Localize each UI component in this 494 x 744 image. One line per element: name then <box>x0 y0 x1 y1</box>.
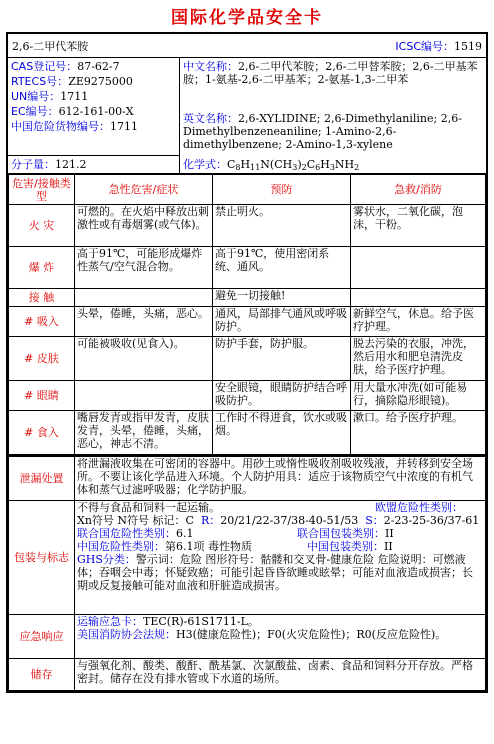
hazard-table <box>8 174 486 455</box>
hazard-header-row <box>9 175 486 205</box>
cas-line: CAS登记号：87-62-7 <box>11 60 120 73</box>
un-value: 1711 <box>60 90 89 103</box>
hazard-row-ingestion: # 食入 嘴唇发青或指甲发青，皮肤发青，头晕，倦睡，头痛，恶心，神志不清。 工作时不得进食，饮水或吸烟。 漱口。给予医疗护理。 <box>9 411 486 455</box>
cn-class-line: 中国危险性类别：第6.1项 毒性物质 中国包装类别：II <box>77 540 393 553</box>
identifier-column <box>8 58 180 173</box>
icsc-value: 1519 <box>454 39 482 53</box>
hazard-row-contact: 接 触 避免一切接触! <box>9 289 486 307</box>
mw-value: 121.2 <box>55 158 87 171</box>
ec-line: EC编号：612-161-00-X <box>11 105 134 118</box>
emergency-row <box>9 615 486 659</box>
packaging-label: 包装与标志 <box>9 501 75 615</box>
rtecs-line: RTECS号：ZE9275000 <box>11 75 133 88</box>
packaging-row <box>9 501 486 615</box>
r-phrases: 20/21/22-37/38-40-51/53 <box>220 514 359 527</box>
cn-danger-value: 1711 <box>110 120 138 133</box>
ec-value: 612-161-00-X <box>58 105 134 118</box>
hazard-row-eyes: # 眼睛 安全眼镜，眼睛防护结合呼吸防护。 用大量水冲洗(如可能易行，摘除隐形眼镜)。 <box>9 381 486 411</box>
col-header-first-aid: 急救/消防 <box>351 175 486 205</box>
storage-row <box>9 659 486 691</box>
storage-text: 与强氧化剂、酸类、酸酐、酰基氯、次氯酸盐、卤素、食品和饲料分开存放。严格密封。储存在没有排水管或下水道的场所。 <box>75 659 486 691</box>
col-header-type: 危害/接触类型 <box>9 175 75 205</box>
emergency-content: 运输应急卡：TEC(R)-61S1711-L。 美国消防协会法规：H3(健康危险性)；F0(火灾危险性)；R0(反应危险性)。 <box>75 615 486 659</box>
hazard-section <box>8 174 486 456</box>
spill-label: 泄漏处置 <box>9 457 75 501</box>
mw-line: 分子量：121.2 <box>8 155 179 173</box>
bottom-section <box>8 456 486 691</box>
formula-line: 化学式：$C_8H_{11}N(CH_3)_2C_6H_3NH_2$ <box>183 158 360 172</box>
en-names: 2,6-XYLIDINE; 2,6-Dimethylaniline; 2,6-Dimethylbenzeneaniline; 1-Amino-2,6-dimethylbenzene; 2-Amino-1,3-xylene <box>183 112 462 151</box>
s-phrases: 2-23-25-36/37-61 <box>383 514 480 527</box>
cn-name-block: 中文名称：2,6-二甲代苯胺；2,6-二甲替苯胺；2,6-二甲基苯胺；1-氨基-2,6-二甲基苯；2-氨基-1,3-二甲苯 <box>183 60 478 86</box>
col-header-prevention: 预防 <box>213 175 351 205</box>
hazard-row-skin: # 皮肤 可能被吸收(见食入)。 防护手套，防护服。 脱去污染的衣服，冲洗，然后用水和肥皂清洗皮肤，给予医疗护理。 <box>9 337 486 381</box>
formula: $C_8H_{11}N(CH_3)_2C_6H_3NH_2$ <box>227 158 360 172</box>
card-title: 国际化学品安全卡 <box>171 7 323 28</box>
col-header-acute: 急性危害/症状 <box>75 175 213 205</box>
identity-block <box>8 58 486 174</box>
cn-danger-line: 中国危险货物编号：1711 <box>11 120 138 133</box>
spill-row <box>9 457 486 501</box>
bottom-table <box>8 456 486 691</box>
icsc-label: ICSC编号： <box>395 39 454 53</box>
hazard-row-fire: 火 灾 可燃的。在火焰中释放出刺激性或有毒烟雾(或气体)。 禁止明火。 雾状水，二氧化碳，泡沫，干粉。 <box>9 205 486 247</box>
hazard-row-explosion: 爆 炸 高于91℃，可能形成爆炸性蒸气/空气混合物。 高于91℃，使用密闭系统、通风。 <box>9 247 486 289</box>
rtecs-value: ZE9275000 <box>68 75 133 88</box>
transport-card-value: TEC(R)-61S1711-L。 <box>143 615 259 628</box>
un-line: UN编号：1711 <box>11 90 89 103</box>
storage-label: 储存 <box>9 659 75 691</box>
emergency-label: 应急响应 <box>9 615 75 659</box>
names-column <box>180 58 486 173</box>
safety-card <box>6 32 488 693</box>
packaging-content <box>75 501 486 615</box>
un-class-line: 联合国危险性类别：6.1 联合国包装类别：II <box>77 527 394 540</box>
en-name-block: 英文名称：2,6-XYLIDINE; 2,6-Dimethylaniline; 2,6-Dimethylbenzeneaniline; 1-Amino-2,6-dimethylbenzene; 2-Amino-1,3-xylene <box>183 112 462 151</box>
cn-names: 2,6-二甲代苯胺；2,6-二甲替苯胺；2,6-二甲基苯胺；1-氨基-2,6-二甲基苯；2-氨基-1,3-二甲苯 <box>183 60 478 86</box>
nfpa-value: H3(健康危险性)；F0(火灾危险性)；R0(反应危险性)。 <box>176 628 447 641</box>
packaging-line1: 不得与食品和饲料一起运输。 欧盟危险性类别： <box>77 501 483 514</box>
chemical-name: 2,6-二甲代苯胺 <box>12 39 89 53</box>
eu-hazard-label: 欧盟危险性类别： <box>375 501 463 514</box>
eu-symbols-line: Xn符号 N符号 标记：C R：20/21/22-37/38-40-51/53 S：2-23-25-36/37-61 <box>77 514 480 527</box>
hazard-row-inhalation: # 吸入 头晕，倦睡，头痛，恶心。 通风，局部排气通风或呼吸防护。 新鲜空气，休息。给予医疗护理。 <box>9 307 486 337</box>
spill-text: 将泄漏液收集在可密闭的容器中。用砂土或惰性吸收剂吸收残液，并转移到安全场所。不要让该化学品进入环境。个人防护用具：适应于该物质空气中浓度的有机气体和蒸气过滤呼吸器；化学防护服。 <box>75 457 486 501</box>
header-row <box>8 34 486 58</box>
cas-value: 87-62-7 <box>77 60 120 73</box>
ghs-block: GHS分类：警示词：危险 图形符号：骷髅和交叉骨-健康危险 危险说明：可燃液体；吞咽会中毒；怀疑致癌；可能引起昏昏欲睡或眩晕；可能对血液造成损害；长期或反复接触可能对血液和肝脏造成损害。 <box>77 553 473 592</box>
icsc-number <box>395 38 482 54</box>
